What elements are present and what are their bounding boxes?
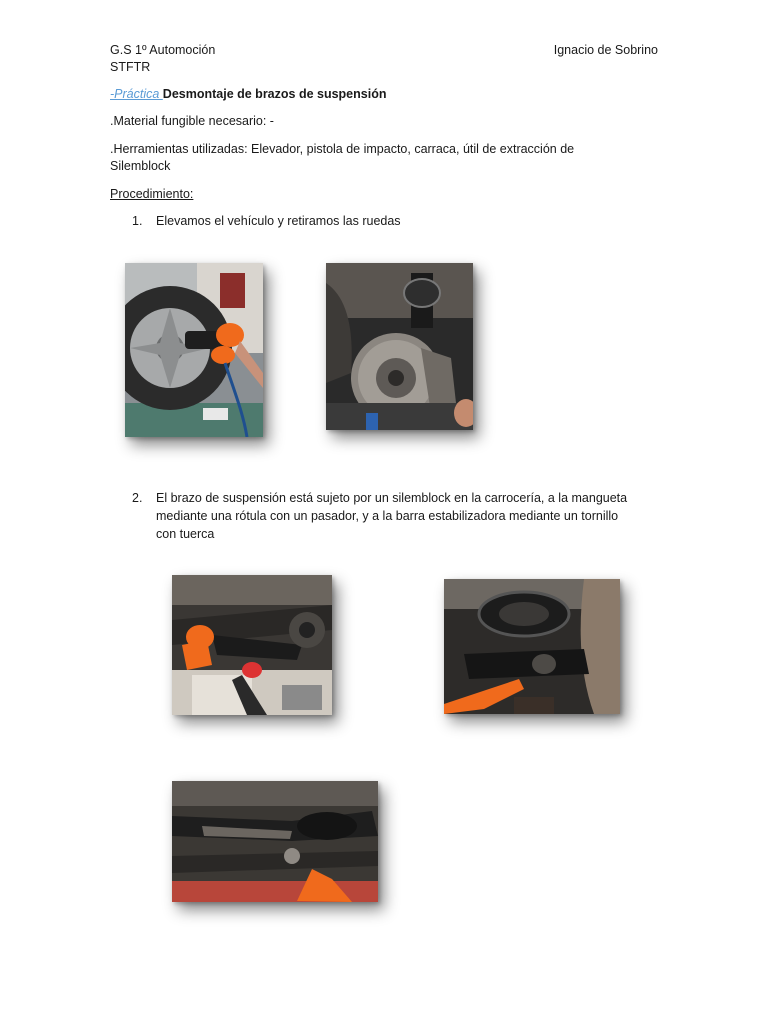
tools-line-1: .Herramientas utilizadas: Elevador, pistola de impacto, carraca, útil de extracción de (110, 142, 575, 156)
step-text-line: con tuerca (156, 527, 215, 541)
procedure-label: Procedimiento: (110, 187, 194, 201)
step-text-line: El brazo de suspensión está sujeto por un silemblock en la carrocería, a la mangueta (156, 491, 628, 505)
suspension-arm-underside-photo (172, 575, 332, 715)
wheel-removal-photo (125, 263, 263, 437)
step-number: 1. (132, 214, 143, 228)
step-number: 2. (132, 491, 143, 505)
title-main: Desmontaje de brazos de suspensión (162, 87, 387, 101)
course-name: G.S 1º Automoción (110, 43, 216, 57)
step-text: Elevamos el vehículo y retiramos las ruedas (156, 214, 401, 228)
step-text (156, 489, 656, 543)
course-code: STFTR (110, 60, 151, 74)
tools-line-2: Silemblock (110, 159, 171, 173)
title-prefix: -Práctica (110, 87, 163, 101)
author-name: Ignacio de Sobrino (553, 43, 658, 57)
header-left (110, 42, 215, 76)
silemblock-closeup-photo (444, 579, 620, 714)
step-text-line: mediante una rótula con un pasador, y a la barra estabilizadora mediante un tornillo (156, 509, 619, 523)
stabilizer-bar-photo (172, 781, 378, 902)
material-line: .Material fungible necesario: - (110, 114, 274, 128)
document-title (110, 85, 658, 103)
procedure-heading (110, 185, 658, 203)
brake-disc-hub-photo (326, 263, 473, 430)
